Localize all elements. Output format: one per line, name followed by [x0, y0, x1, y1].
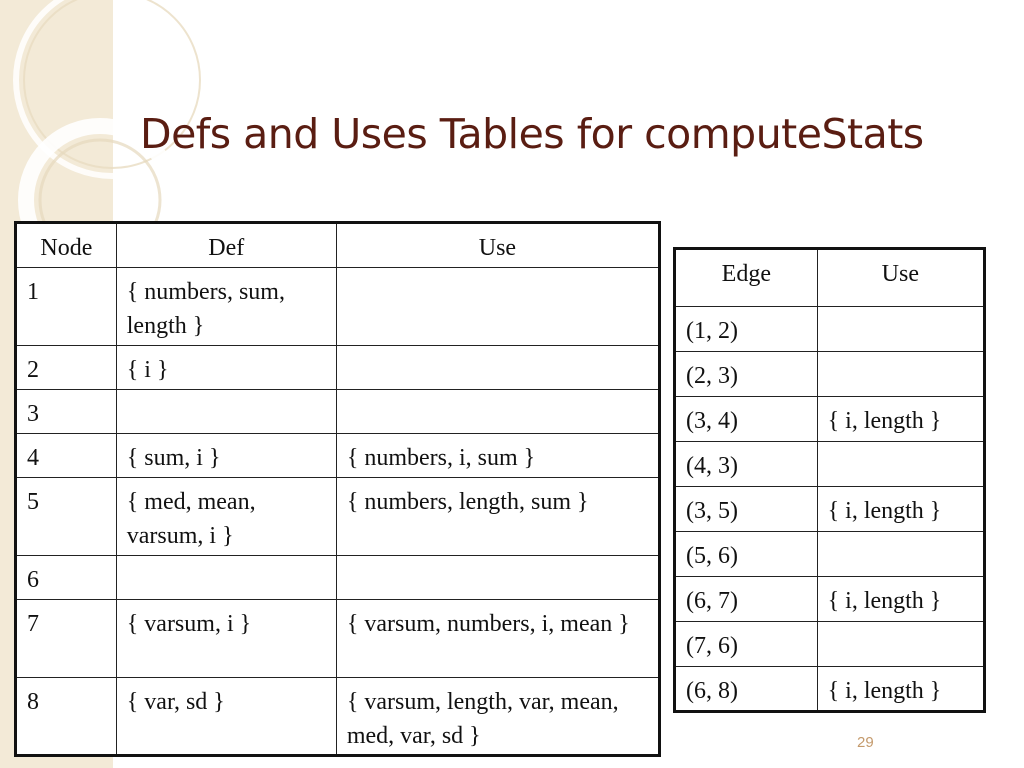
use-cell: { i, length } — [817, 397, 984, 442]
table-row — [675, 352, 985, 397]
table-row — [675, 667, 985, 712]
table-row — [675, 532, 985, 577]
node-cell: 8 — [16, 678, 117, 756]
table-row — [16, 478, 660, 556]
use-cell — [336, 556, 659, 600]
def-cell — [116, 390, 336, 434]
column-header-use: Use — [817, 249, 984, 307]
def-cell: { sum, i } — [116, 434, 336, 478]
use-cell — [817, 622, 984, 667]
table-row — [16, 390, 660, 434]
table-row — [16, 600, 660, 678]
use-cell — [817, 532, 984, 577]
table-row — [16, 556, 660, 600]
def-cell: { med, mean, varsum, i } — [116, 478, 336, 556]
use-cell: { numbers, i, sum } — [336, 434, 659, 478]
def-cell: { i } — [116, 346, 336, 390]
edge-cell: (5, 6) — [675, 532, 818, 577]
table-row — [675, 487, 985, 532]
column-header-node: Node — [16, 223, 117, 268]
edges-uses-table — [673, 247, 986, 713]
table-row — [16, 346, 660, 390]
edge-cell: (3, 5) — [675, 487, 818, 532]
edge-cell: (3, 4) — [675, 397, 818, 442]
node-cell: 1 — [16, 268, 117, 346]
table-row — [675, 577, 985, 622]
edge-cell: (4, 3) — [675, 442, 818, 487]
def-cell: { numbers, sum, length } — [116, 268, 336, 346]
use-cell: { i, length } — [817, 667, 984, 712]
use-cell — [817, 442, 984, 487]
use-cell — [817, 352, 984, 397]
page-number: 29 — [857, 734, 874, 751]
edge-cell: (1, 2) — [675, 307, 818, 352]
table-row — [675, 622, 985, 667]
use-cell: { numbers, length, sum } — [336, 478, 659, 556]
use-cell: { varsum, numbers, i, mean } — [336, 600, 659, 678]
slide-title: Defs and Uses Tables for computeStats — [140, 110, 924, 158]
defs-uses-nodes-table — [14, 221, 661, 757]
use-cell — [336, 346, 659, 390]
def-cell: { var, sd } — [116, 678, 336, 756]
column-header-def: Def — [116, 223, 336, 268]
use-cell: { i, length } — [817, 577, 984, 622]
table-row — [16, 434, 660, 478]
def-cell: { varsum, i } — [116, 600, 336, 678]
use-cell — [336, 390, 659, 434]
table-row — [675, 442, 985, 487]
column-header-use: Use — [336, 223, 659, 268]
node-cell: 6 — [16, 556, 117, 600]
def-cell — [116, 556, 336, 600]
edge-cell: (2, 3) — [675, 352, 818, 397]
node-cell: 7 — [16, 600, 117, 678]
edge-cell: (7, 6) — [675, 622, 818, 667]
use-cell — [817, 307, 984, 352]
table-row — [675, 397, 985, 442]
edge-cell: (6, 7) — [675, 577, 818, 622]
edge-cell: (6, 8) — [675, 667, 818, 712]
node-cell: 5 — [16, 478, 117, 556]
column-header-edge: Edge — [675, 249, 818, 307]
use-cell: { varsum, length, var, mean, med, var, sd } — [336, 678, 659, 756]
table-row — [675, 307, 985, 352]
node-cell: 3 — [16, 390, 117, 434]
node-cell: 2 — [16, 346, 117, 390]
use-cell — [336, 268, 659, 346]
table-row — [16, 268, 660, 346]
table-row — [16, 678, 660, 756]
node-cell: 4 — [16, 434, 117, 478]
use-cell: { i, length } — [817, 487, 984, 532]
